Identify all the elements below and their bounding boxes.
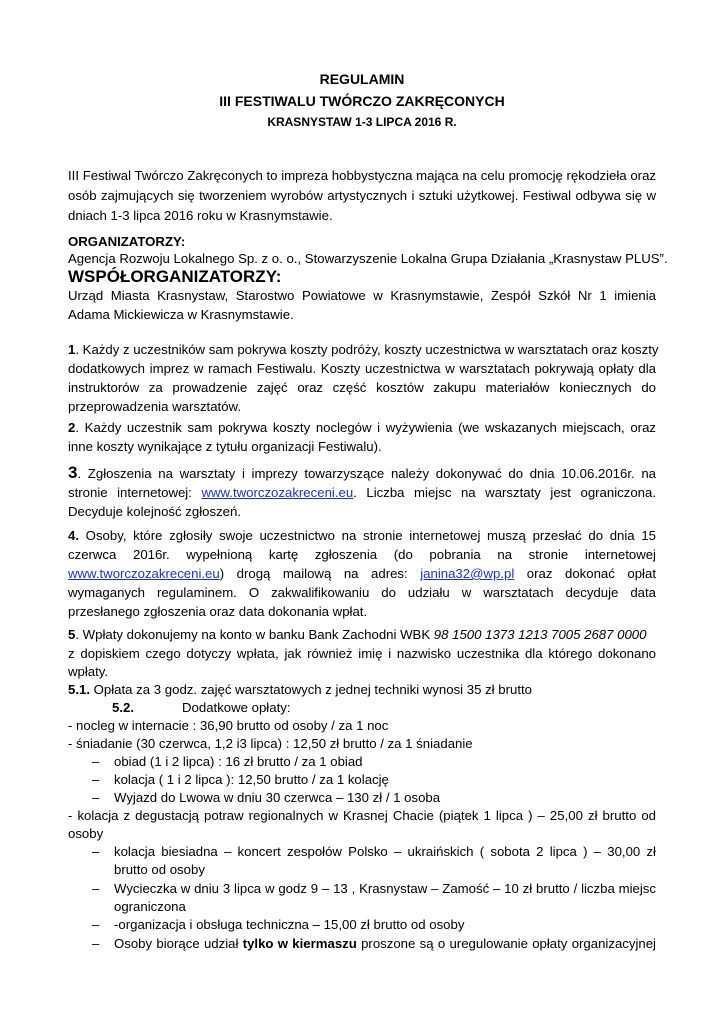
paragraph-4-line: wymaganych regulaminem. O zakwalifikowaniu do udziału w warsztatach decyduje data [68,585,656,600]
bullet-dash: – [92,754,100,769]
paragraph-number: 5 [68,627,76,642]
email-link[interactable]: janina32@wp.pl [420,566,515,581]
paragraph-3-line: Decyduje kolejność zgłoszeń. [68,504,241,519]
paragraph-1-line: dodatkowych imprez w ramach Festiwalu. Koszty uczestnictwa w warsztatach pokrywają opłaty dla [68,361,656,376]
emphasis: tylko w kiermaszu [242,936,357,951]
paragraph-4-line: czerwca 2016r. wypełnioną kartę zgłoszenia (do pobrania na stronie internetowej [68,547,656,562]
fee-item: kolacja ( 1 i 2 lipca ): 12,50 brutto / za 1 kolację [114,772,389,787]
fee-item: - nocleg w internacie : 36,90 brutto od osoby / za 1 noc [68,718,389,733]
bullet-dash: – [92,917,100,932]
paragraph-number: 1 [68,342,76,357]
paragraph-5-line: wpłaty. [68,664,109,679]
coorganizers-text: Urząd Miasta Krasnystaw, Starostwo Powiatowe w Krasnymstawie, Zespół Szkół Nr 1 imienia [68,288,656,303]
coorganizers-heading: WSPÓŁORGANIZATORZY: [68,267,282,286]
fee-item: - kolacja z degustacją potraw regionalnych w Krasnej Chacie (piątek 1 lipca ) – 25,00 zł brutto od [68,808,656,823]
fee-item-line: ograniczona [114,899,186,914]
fee-item: obiad (1 i 2 lipca) : 16 zł brutto / za 1 obiad [114,754,363,769]
website-link[interactable]: www.tworczozakreceni.eu [68,566,220,581]
organizers-text: Agencja Rozwoju Lokalnego Sp. z o. o., Stowarzyszenie Lokalna Grupa Działania „Krasnystaw PLUS”. [68,251,668,266]
fee-item: Wyjazd do Lwowa w dniu 30 czerwca – 130 zł / 1 osoba [114,790,441,805]
paragraph-number: 3 [68,463,78,482]
fee-item: -organizacja i obsługa techniczna – 15,00 zł brutto od osoby [114,917,465,932]
fee-item: kolacja biesiadna – koncert zespołów Polsko – ukraińskich ( sobota 2 lipca ) – 30,00 zł [114,844,656,859]
paragraph-number: 5.1. [68,682,90,697]
paragraph-5: 5. Wpłaty dokonujemy na konto w banku Bank Zachodni WBK 98 1500 1373 1213 7005 2687 0000 [68,627,647,642]
paragraph-1: 1. Każdy z uczestników sam pokrywa koszty podróży, koszty uczestnictwa w warsztatach oraz koszty [68,342,659,357]
paragraph-5-1: 5.1. Opłata za 3 godz. zajęć warsztatowych z jednej techniki wynosi 35 zł brutto [68,682,533,697]
paragraph-3: 3. Zgłoszenia na warsztaty i imprezy towarzyszące należy dokonywać do dnia 10.06.2016r. na [68,463,656,482]
paragraph-2: 2. Każdy uczestnik sam pokrywa koszty noclegów i wyżywienia (we wskazanych miejscach, oraz [68,420,656,435]
paragraph-1-line: przeprowadzenia warsztatów. [68,399,241,414]
coorganizers-text: Adama Mickiewicza w Krasnymstawie. [68,307,294,322]
fee-item: - śniadanie (30 czerwca, 1,2 i3 lipca) : 12,50 zł brutto / za 1 śniadanie [68,736,473,751]
paragraph-4-line: www.tworczozakreceni.eu) drogą mailową na adres: janina32@wp.pl oraz dokonać opłat [68,566,656,581]
bullet-dash: – [92,844,100,859]
doc-title: REGULAMIN [319,71,405,87]
paragraph-4: 4. Osoby, które zgłosiły swoje uczestnictwo na stronie internetowej muszą przesłać do dnia 15 [68,528,656,543]
paragraph-number: 2 [68,420,76,435]
paragraph-4-line: przesłanego zgłoszenia oraz data dokonania wpłat. [68,604,368,619]
bullet-dash: – [92,881,100,896]
bullet-dash: – [92,772,100,787]
website-link[interactable]: www.tworczozakreceni.eu [201,485,354,500]
intro-line: dniach 1-3 lipca 2016 roku w Krasnymstawie. [68,208,333,223]
intro-line: osób zajmujących się tworzeniem wyrobów artystycznych i sztuki użytkowej. Festiwal odbywa się w [68,188,656,203]
paragraph-5-2: Dodatkowe opłaty: [182,700,291,715]
paragraph-3-line: stronie internetowej: www.tworczozakreceni.eu. Liczba miejsc na warsztaty jest ograniczona. [68,485,656,500]
paragraph-1-line: instruktorów za prowadzenie zajęć oraz część kosztów zakupu materiałów koniecznych do [68,380,656,395]
doc-place-date: KRASNYSTAW 1-3 LIPCA 2016 R. [267,115,457,129]
bullet-dash: – [92,790,100,805]
doc-subtitle: III FESTIWALU TWÓRCZO ZAKRĘCONYCH [219,93,505,109]
fee-item-line: brutto od osoby [114,862,205,877]
organizers-heading: ORGANIZATORZY: [68,234,186,249]
intro-line: III Festiwal Twórczo Zakręconych to impreza hobbystyczna mająca na celu promocję rękodzieła oraz [68,168,656,183]
fee-item-line: osoby [68,826,104,841]
paragraph-number: 5.2. [112,700,134,715]
fee-item: Wycieczka w dniu 3 lipca w godz 9 – 13 , Krasnystaw – Zamość – 10 zł brutto / liczba miejsc [114,881,656,896]
paragraph-2-line: inne koszty wynikające z tytułu organizacji Festiwalu). [68,439,382,454]
paragraph-5-line: z dopiskiem czego dotyczy wpłata, jak również imię i nazwisko uczestnika dla którego dokonano [68,646,656,661]
fee-item: Osoby biorące udział tylko w kiermaszu proszone są o uregulowanie opłaty organizacyjnej [114,936,656,951]
bullet-dash: – [92,936,100,951]
paragraph-number: 4. [68,528,79,543]
bank-account: 98 1500 1373 1213 7005 2687 0000 [433,627,647,642]
